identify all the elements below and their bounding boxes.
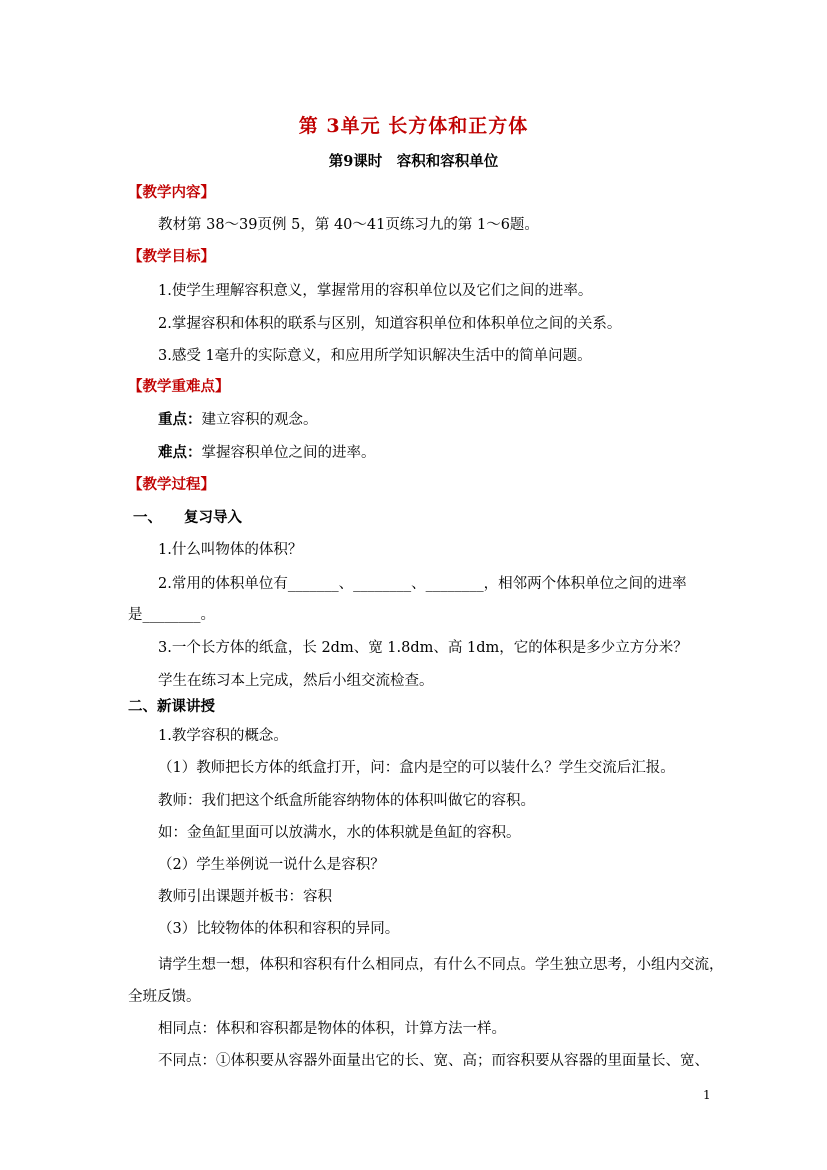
- paragraph: [158, 443, 376, 463]
- step-number: 一、: [133, 509, 162, 526]
- paragraph: 教师：我们把这个纸盒所能容纳物体的体积叫做它的容积。: [158, 793, 535, 809]
- difficult-point-text: 掌握容积单位之间的进率。: [201, 445, 376, 461]
- key-point-text: 建立容积的观念。: [201, 412, 318, 428]
- paragraph: 3.一个长方体的纸盒，长 2dm、宽 1.8dm、高 1dm，它的体积是多少立方分米？: [158, 640, 688, 656]
- paragraph: 请学生想一想，体积和容积有什么相同点，有什么不同点。学生独立思考，小组内交流，: [158, 957, 724, 973]
- paragraph: 1.使学生理解容积意义，掌握常用的容积单位以及它们之间的进率。: [158, 283, 593, 299]
- page-number: 1: [703, 1088, 711, 1102]
- step-heading: 复习导入: [184, 509, 242, 526]
- paragraph: [158, 410, 318, 430]
- step-heading: 二、新课讲授: [128, 698, 215, 715]
- section-heading-key-difficult: 【教学重难点】: [128, 378, 230, 395]
- paragraph: 不同点：①体积要从容器外面量出它的长、宽、高；而容积要从容器的里面量长、宽、: [158, 1053, 709, 1069]
- paragraph: 2.常用的体积单位有_______、________、________，相邻两个体积单位之间的进率: [158, 576, 687, 592]
- paragraph: （3）比较物体的体积和容积的异同。: [158, 921, 400, 937]
- paragraph: 如：金鱼缸里面可以放满水，水的体积就是鱼缸的容积。: [158, 825, 521, 841]
- key-point-label: 重点：: [158, 411, 202, 428]
- paragraph: （2）学生举例说一说什么是容积？: [158, 857, 385, 873]
- lesson-subtitle: 第9课时 容积和容积单位: [328, 153, 499, 170]
- paragraph: 是________。: [128, 607, 215, 623]
- difficult-point-label: 难点：: [158, 444, 202, 461]
- section-heading-process: 【教学过程】: [128, 476, 215, 493]
- paragraph: （1）教师把长方体的纸盒打开，问：盒内是空的可以装什么？学生交流后汇报。: [158, 760, 675, 776]
- paragraph: 全班反馈。: [128, 989, 201, 1005]
- paragraph: 1.什么叫物体的体积？: [158, 542, 303, 558]
- paragraph: 1.教学容积的概念。: [158, 728, 288, 744]
- paragraph: 教师引出课题并板书：容积: [158, 889, 332, 905]
- paragraph: 教材第 38～39页例 5，第 40～41页练习九的第 1～6题。: [158, 217, 539, 233]
- section-heading-content: 【教学内容】: [128, 184, 215, 201]
- paragraph: 2.掌握容积和体积的联系与区别，知道容积单位和体积单位之间的关系。: [158, 316, 622, 332]
- paragraph: 相同点：体积和容积都是物体的体积，计算方法一样。: [158, 1021, 506, 1037]
- paragraph: 3.感受 1毫升的实际意义，和应用所学知识解决生活中的简单问题。: [158, 348, 592, 364]
- paragraph: 学生在练习本上完成，然后小组交流检查。: [158, 673, 434, 689]
- section-heading-objectives: 【教学目标】: [128, 248, 215, 265]
- unit-title: 第 3单元 长方体和正方体: [298, 115, 529, 137]
